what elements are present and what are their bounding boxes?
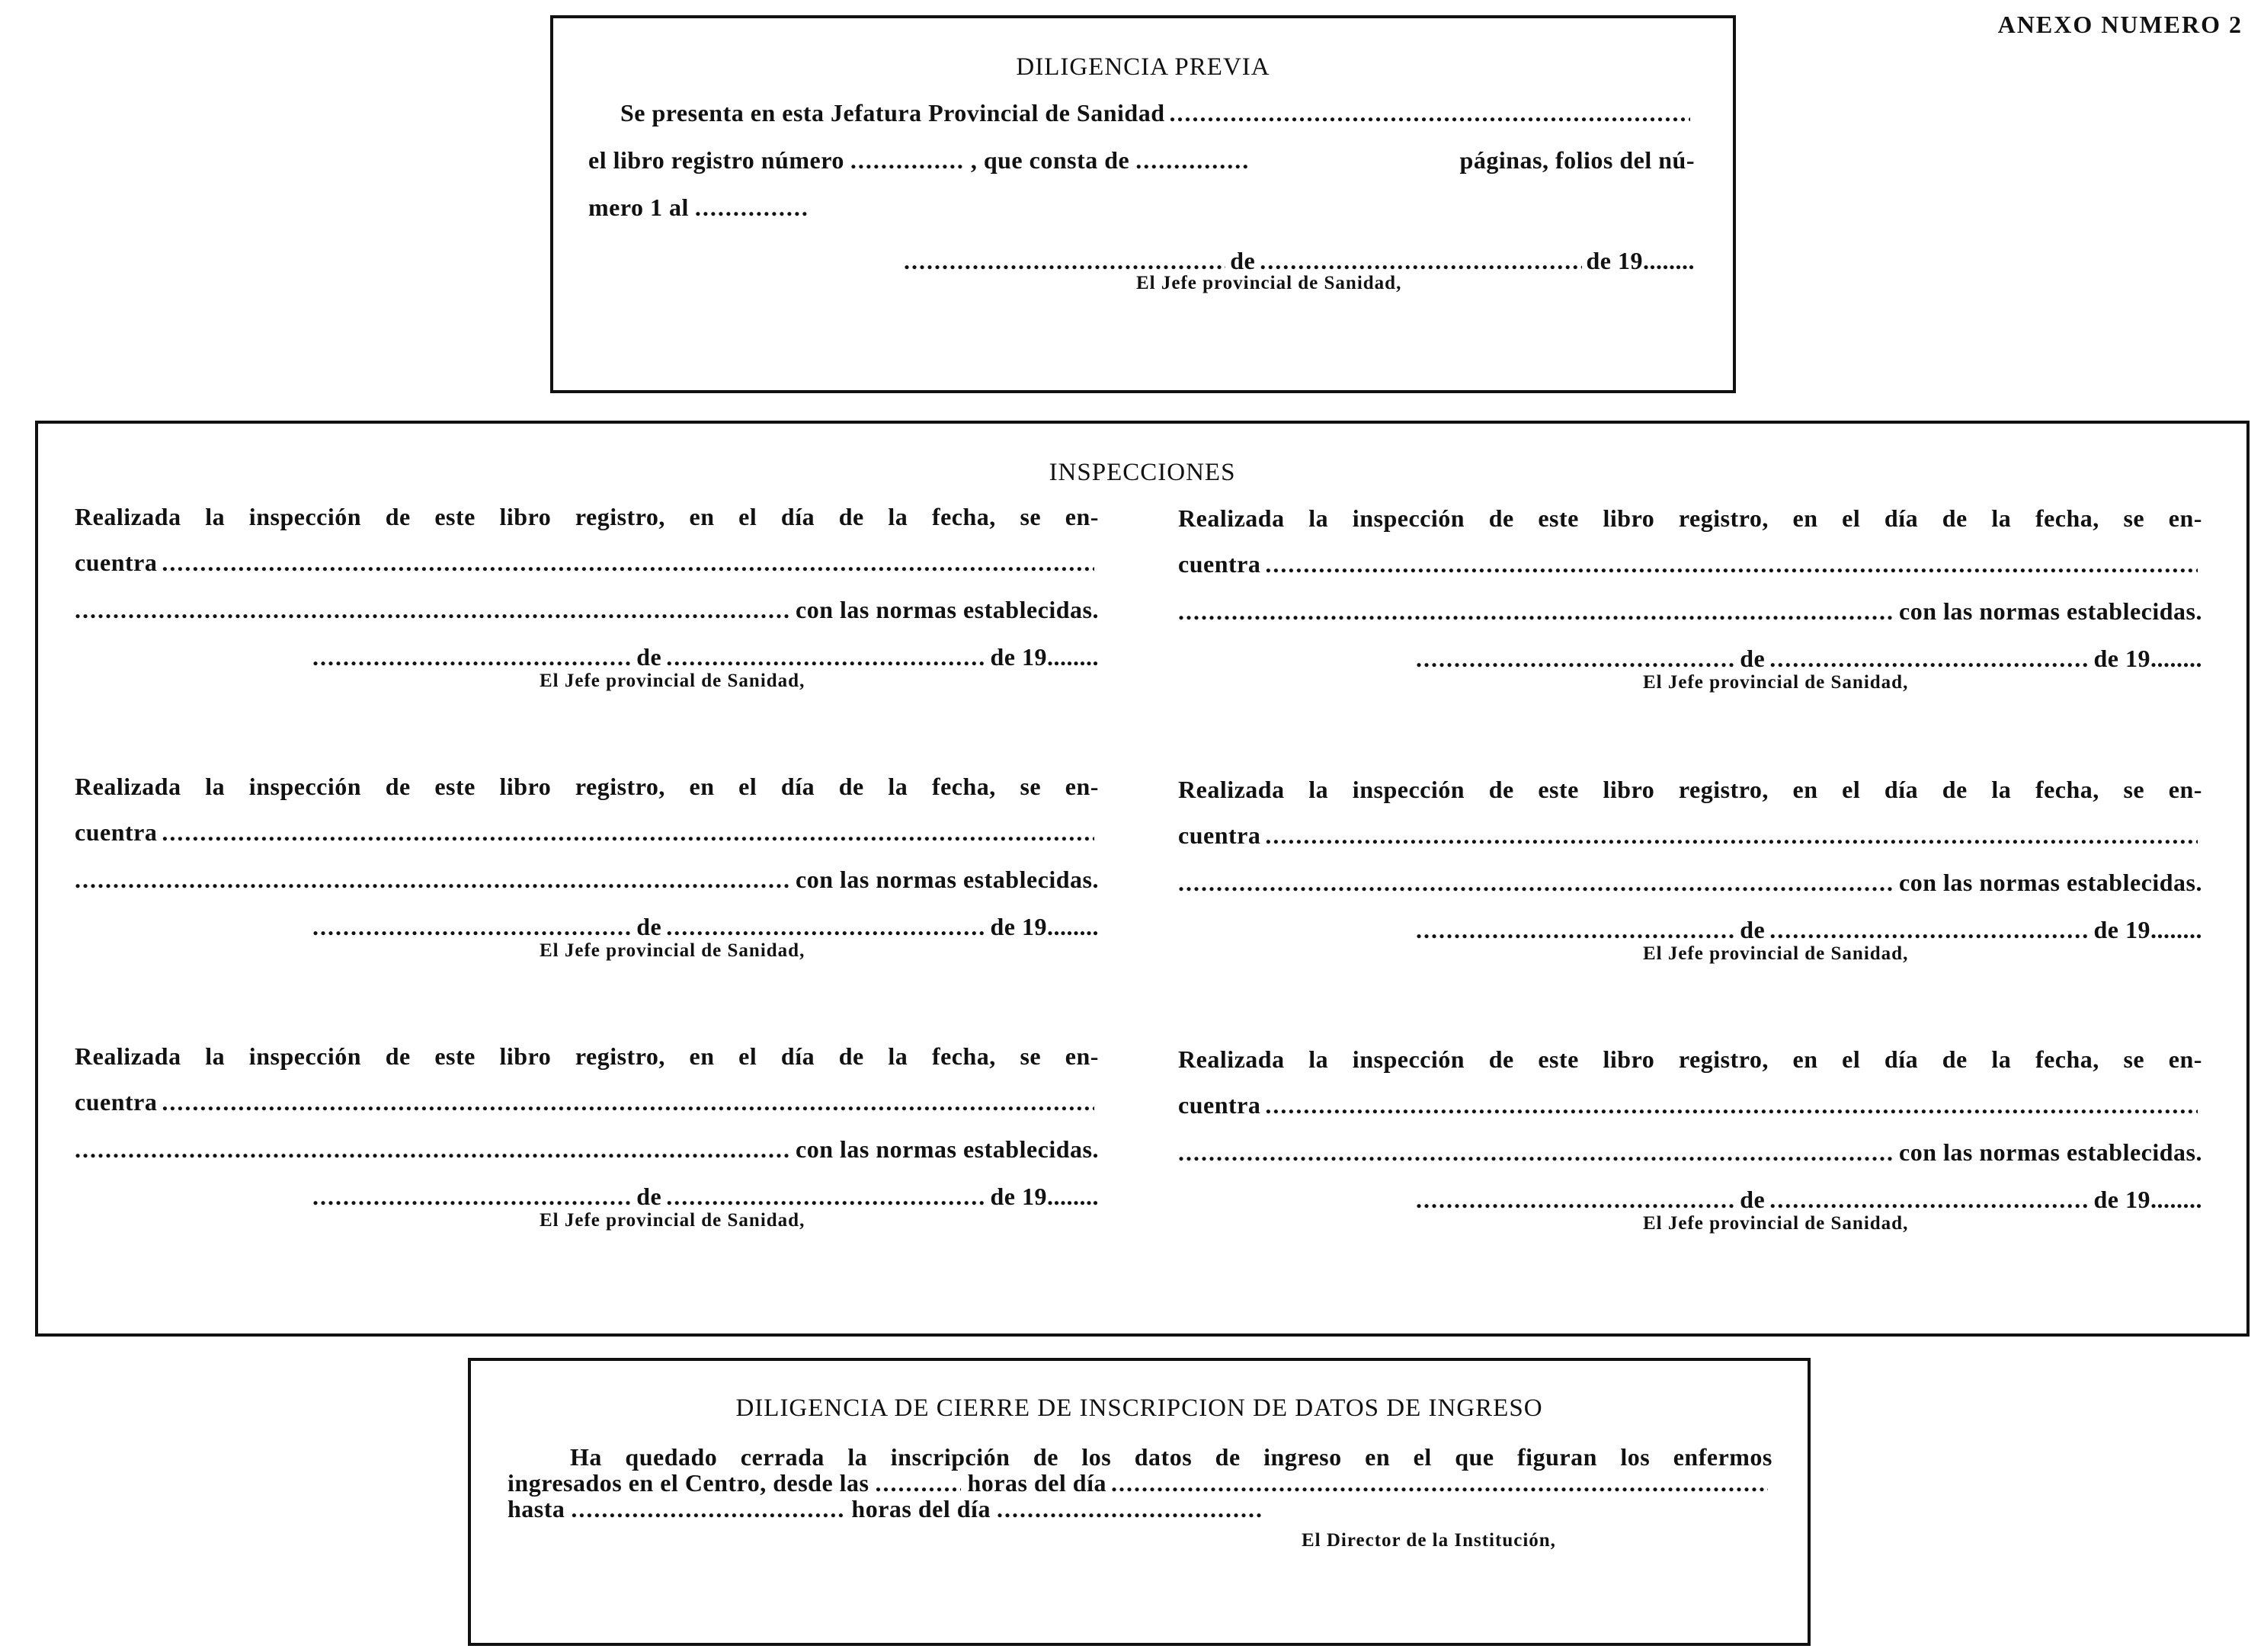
inspeccion-line-1	[75, 503, 1099, 531]
word: registro,	[575, 773, 665, 800]
word: la	[1308, 504, 1329, 532]
previa-blank-month	[1260, 247, 1581, 275]
word: de	[385, 773, 411, 800]
word: libro	[1603, 1045, 1655, 1073]
previa-date-de: de	[1230, 247, 1256, 274]
cierre-blank-hora-desde	[876, 1469, 962, 1497]
diligencia-previa-box	[550, 15, 1736, 393]
word: libro	[1603, 776, 1655, 803]
word: fecha,	[2035, 1045, 2099, 1073]
word: inspección	[1352, 1045, 1465, 1073]
inspeccion-blank-conformidad	[1178, 869, 1894, 897]
inspeccion-signature: El Jefe provincial de Sanidad,	[1643, 1213, 1909, 1234]
inspeccion-year: de 19........	[990, 643, 1099, 671]
inspeccion-date	[312, 913, 1099, 941]
word: de	[1033, 1443, 1058, 1471]
word: enfermos	[1673, 1443, 1772, 1471]
inspeccion-year: de 19........	[990, 913, 1099, 940]
inspeccion-blank-conformidad	[75, 1135, 791, 1164]
word: la	[888, 503, 908, 530]
word: la	[1991, 776, 2012, 803]
word: de	[1488, 776, 1514, 803]
inspeccion-blank-month	[666, 913, 985, 941]
word: se	[2123, 1045, 2145, 1073]
word: en	[1365, 1443, 1391, 1471]
inspeccion-line-1	[1178, 776, 2202, 804]
cierre-blank-hora-hasta	[571, 1495, 845, 1523]
inspeccion-year: de 19........	[2093, 1186, 2202, 1213]
inspeccion-blank-conformidad	[1178, 597, 1894, 626]
previa-blank-libro-numero	[850, 146, 965, 174]
previa-date-19: de 19........	[1586, 247, 1695, 274]
inspeccion-date	[1416, 645, 2202, 673]
word: Realizada	[1178, 1045, 1285, 1073]
inspeccion-signature: El Jefe provincial de Sanidad,	[1643, 672, 1909, 693]
inspeccion-normas: con las normas establecidas.	[1899, 869, 2202, 896]
inspeccion-line-2	[1178, 1091, 2202, 1119]
inspeccion-line-2	[1178, 821, 2202, 850]
inspeccion-date	[1416, 1186, 2202, 1214]
word: el	[1842, 776, 1861, 803]
diligencia-cierre-box	[468, 1358, 1811, 1646]
inspeccion-line-1	[1178, 504, 2202, 533]
inspeccion-line-3	[75, 866, 1099, 894]
inspeccion-blank-month	[1769, 916, 2089, 944]
word: día	[780, 1042, 815, 1070]
inspeccion-blank-estado	[162, 1088, 1094, 1116]
word: fecha,	[931, 1042, 996, 1070]
inspeccion-de: de	[636, 643, 662, 671]
word: datos	[1134, 1443, 1193, 1471]
inspecciones-box	[35, 421, 2250, 1337]
word: en	[689, 503, 715, 530]
word: la	[847, 1443, 868, 1471]
inspeccion-normas: con las normas establecidas.	[796, 596, 1099, 623]
word: inspección	[248, 773, 362, 800]
inspeccion-line-2	[75, 549, 1099, 577]
inspeccion-normas: con las normas establecidas.	[1899, 1138, 2202, 1166]
inspeccion-year: de 19........	[2093, 916, 2202, 943]
word: el	[738, 503, 757, 530]
previa-blank-jefatura	[1169, 99, 1690, 127]
cierre-line-3-a: hasta	[508, 1495, 565, 1522]
previa-line-1-text: Se presenta en esta Jefatura Provincial de Sanidad	[620, 99, 1165, 126]
inspeccion-blank-estado	[1265, 821, 2198, 850]
inspeccion-block-6	[1178, 1045, 2202, 1289]
inspeccion-signature: El Jefe provincial de Sanidad,	[1643, 943, 1909, 964]
word: que	[1455, 1443, 1494, 1471]
word: este	[434, 773, 476, 800]
inspeccion-signature: El Jefe provincial de Sanidad,	[540, 1210, 805, 1231]
inspeccion-blank-month	[666, 1183, 985, 1211]
inspeccion-normas: con las normas establecidas.	[796, 866, 1099, 893]
word: inscripción	[890, 1443, 1010, 1471]
inspeccion-blank-conformidad	[75, 596, 791, 624]
inspeccion-line-3	[75, 1135, 1099, 1164]
word: libro	[499, 503, 552, 530]
word: Ha	[570, 1443, 602, 1471]
inspeccion-cuentra: cuentra	[75, 818, 158, 846]
word: Realizada	[75, 773, 181, 800]
word: se	[2123, 776, 2145, 803]
word: libro	[499, 773, 552, 800]
inspeccion-block-3	[75, 1042, 1099, 1286]
word: este	[1538, 504, 1579, 532]
word: el	[1842, 504, 1861, 532]
inspeccion-block-1	[75, 503, 1099, 747]
cierre-line-2-b: horas del día	[967, 1469, 1106, 1497]
previa-line-2	[588, 146, 1695, 174]
inspeccion-blank-place	[312, 913, 632, 941]
word: en-	[2168, 776, 2202, 803]
inspeccion-de: de	[636, 913, 662, 940]
inspeccion-date	[1416, 916, 2202, 944]
word: la	[888, 773, 908, 800]
inspeccion-line-3	[1178, 1138, 2202, 1167]
inspeccion-blank-estado	[1265, 550, 2198, 578]
word: día	[780, 503, 815, 530]
inspeccion-line-1	[1178, 1045, 2202, 1074]
word: en	[1792, 1045, 1818, 1073]
word: en	[689, 773, 715, 800]
word: de	[385, 503, 411, 530]
word: fecha,	[2035, 504, 2099, 532]
word: en	[689, 1042, 715, 1070]
inspeccion-de: de	[1740, 1186, 1766, 1213]
word: figuran	[1517, 1443, 1597, 1471]
inspeccion-line-3	[75, 596, 1099, 624]
word: de	[1942, 1045, 1968, 1073]
word: inspección	[1352, 504, 1465, 532]
word: cerrada	[740, 1443, 825, 1471]
inspeccion-de: de	[636, 1183, 662, 1210]
cierre-title: DILIGENCIA DE CIERRE DE INSCRIPCION DE DATOS DE INGRESO	[735, 1394, 1543, 1422]
word: Realizada	[75, 1042, 181, 1070]
word: de	[1942, 776, 1968, 803]
inspeccion-date	[312, 643, 1099, 671]
cierre-line-2	[508, 1469, 1772, 1497]
word: en-	[1065, 773, 1099, 800]
inspeccion-de: de	[1740, 645, 1766, 672]
word: de	[838, 1042, 864, 1070]
inspeccion-cuentra: cuentra	[75, 549, 158, 576]
word: se	[2123, 504, 2145, 532]
inspeccion-line-2	[1178, 550, 2202, 578]
word: el	[1413, 1443, 1432, 1471]
word: inspección	[248, 1042, 362, 1070]
cierre-blank-dia-desde	[1111, 1469, 1768, 1497]
previa-line-2-c: páginas, folios del nú-	[1459, 146, 1695, 174]
inspeccion-line-2	[75, 818, 1099, 847]
cierre-line-1	[570, 1443, 1772, 1471]
word: en	[1792, 504, 1818, 532]
inspeccion-block-2	[75, 773, 1099, 1016]
inspeccion-normas: con las normas establecidas.	[796, 1135, 1099, 1163]
inspeccion-blank-estado	[162, 549, 1094, 577]
inspeccion-date	[312, 1183, 1099, 1211]
inspeccion-blank-conformidad	[1178, 1138, 1894, 1167]
word: registro,	[575, 503, 665, 530]
inspeccion-blank-place	[1416, 645, 1735, 673]
inspeccion-signature: El Jefe provincial de Sanidad,	[540, 671, 805, 691]
previa-signature: El Jefe provincial de Sanidad,	[1136, 273, 1402, 293]
word: la	[1991, 504, 2012, 532]
word: de	[838, 503, 864, 530]
word: día	[1884, 1045, 1919, 1073]
word: este	[1538, 776, 1579, 803]
inspeccion-block-4	[1178, 504, 2202, 748]
cierre-line-1-text	[570, 1443, 1772, 1471]
word: Realizada	[1178, 776, 1285, 803]
cierre-line-3	[508, 1495, 1270, 1523]
word: día	[780, 773, 815, 800]
word: el	[738, 1042, 757, 1070]
word: inspección	[248, 503, 362, 530]
annex-number: ANEXO NUMERO 2	[1997, 11, 2243, 38]
word: registro,	[575, 1042, 665, 1070]
inspeccion-blank-month	[1769, 1186, 2089, 1214]
inspeccion-blank-place	[1416, 916, 1735, 944]
word: la	[1308, 1045, 1329, 1073]
word: ingreso	[1263, 1443, 1342, 1471]
word: de	[1215, 1443, 1241, 1471]
word: la	[205, 1042, 226, 1070]
cierre-line-2-a: ingresados en el Centro, desde las	[508, 1469, 869, 1497]
word: inspección	[1352, 776, 1465, 803]
word: en	[1792, 776, 1818, 803]
word: libro	[499, 1042, 552, 1070]
word: registro,	[1678, 776, 1769, 803]
word: registro,	[1678, 504, 1769, 532]
inspeccion-blank-place	[1416, 1186, 1735, 1214]
previa-date-line	[904, 247, 1695, 275]
cierre-line-3-b: horas del día	[851, 1495, 991, 1522]
inspeccion-blank-place	[312, 1183, 632, 1211]
cierre-blank-dia-hasta	[997, 1495, 1263, 1523]
word: este	[1538, 1045, 1579, 1073]
word: fecha,	[931, 503, 996, 530]
inspeccion-blank-estado	[1265, 1091, 2198, 1119]
inspeccion-normas: con las normas establecidas.	[1899, 597, 2202, 625]
inspeccion-line-3	[1178, 869, 2202, 897]
inspeccion-blank-month	[666, 643, 985, 671]
inspeccion-de: de	[1740, 916, 1766, 943]
word: el	[1842, 1045, 1861, 1073]
previa-blank-folio-final	[695, 194, 809, 222]
word: libro	[1603, 504, 1655, 532]
inspeccion-year: de 19........	[990, 1183, 1099, 1210]
previa-line-1	[620, 99, 1695, 127]
word: la	[205, 503, 226, 530]
inspeccion-text	[75, 503, 1099, 531]
previa-line-3	[588, 194, 815, 222]
inspeccion-blank-place	[312, 643, 632, 671]
inspeccion-blank-estado	[162, 818, 1094, 847]
inspeccion-cuentra: cuentra	[75, 1088, 158, 1116]
word: fecha,	[931, 773, 996, 800]
word: registro,	[1678, 1045, 1769, 1073]
word: día	[1884, 504, 1919, 532]
word: la	[205, 773, 226, 800]
word: de	[838, 773, 864, 800]
word: este	[434, 1042, 476, 1070]
inspeccion-year: de 19........	[2093, 645, 2202, 672]
word: este	[434, 503, 476, 530]
word: en-	[1065, 503, 1099, 530]
word: la	[1991, 1045, 2012, 1073]
word: día	[1884, 776, 1919, 803]
word: el	[738, 773, 757, 800]
word: los	[1620, 1443, 1651, 1471]
word: la	[1308, 776, 1329, 803]
cierre-signature: El Director de la Institución,	[1302, 1530, 1556, 1551]
inspeccion-cuentra: cuentra	[1178, 821, 1261, 849]
inspeccion-line-1	[75, 1042, 1099, 1071]
word: en-	[2168, 504, 2202, 532]
inspeccion-line-1	[75, 773, 1099, 801]
inspeccion-blank-month	[1769, 645, 2089, 673]
inspecciones-title: INSPECCIONES	[1049, 459, 1236, 486]
previa-line-2-b: , que consta de	[970, 146, 1130, 174]
inspeccion-cuentra: cuentra	[1178, 1091, 1261, 1119]
inspeccion-line-3	[1178, 597, 2202, 626]
word: se	[1020, 503, 1042, 530]
word: en-	[2168, 1045, 2202, 1073]
word: de	[1942, 504, 1968, 532]
previa-blank-paginas	[1135, 146, 1250, 174]
word: Realizada	[75, 503, 181, 530]
previa-line-3-text: mero 1 al	[588, 194, 689, 221]
previa-blank-place	[904, 247, 1225, 275]
word: Realizada	[1178, 504, 1285, 532]
word: se	[1020, 1042, 1042, 1070]
inspeccion-block-5	[1178, 776, 2202, 1020]
inspeccion-blank-conformidad	[75, 866, 791, 894]
inspeccion-text	[1178, 504, 2202, 533]
word: de	[1488, 504, 1514, 532]
word: de	[385, 1042, 411, 1070]
word: en-	[1065, 1042, 1099, 1070]
inspeccion-line-2	[75, 1088, 1099, 1116]
previa-title: DILIGENCIA PREVIA	[1016, 53, 1270, 81]
word: los	[1081, 1443, 1112, 1471]
inspeccion-cuentra: cuentra	[1178, 550, 1261, 578]
inspeccion-text	[75, 773, 1099, 801]
word: la	[888, 1042, 908, 1070]
previa-line-2-a: el libro registro número	[588, 146, 844, 174]
inspeccion-text	[75, 1042, 1099, 1071]
word: fecha,	[2035, 776, 2099, 803]
inspeccion-signature: El Jefe provincial de Sanidad,	[540, 940, 805, 961]
word: se	[1020, 773, 1042, 800]
word: quedado	[625, 1443, 718, 1471]
word: de	[1488, 1045, 1514, 1073]
inspeccion-text	[1178, 776, 2202, 804]
inspeccion-text	[1178, 1045, 2202, 1074]
